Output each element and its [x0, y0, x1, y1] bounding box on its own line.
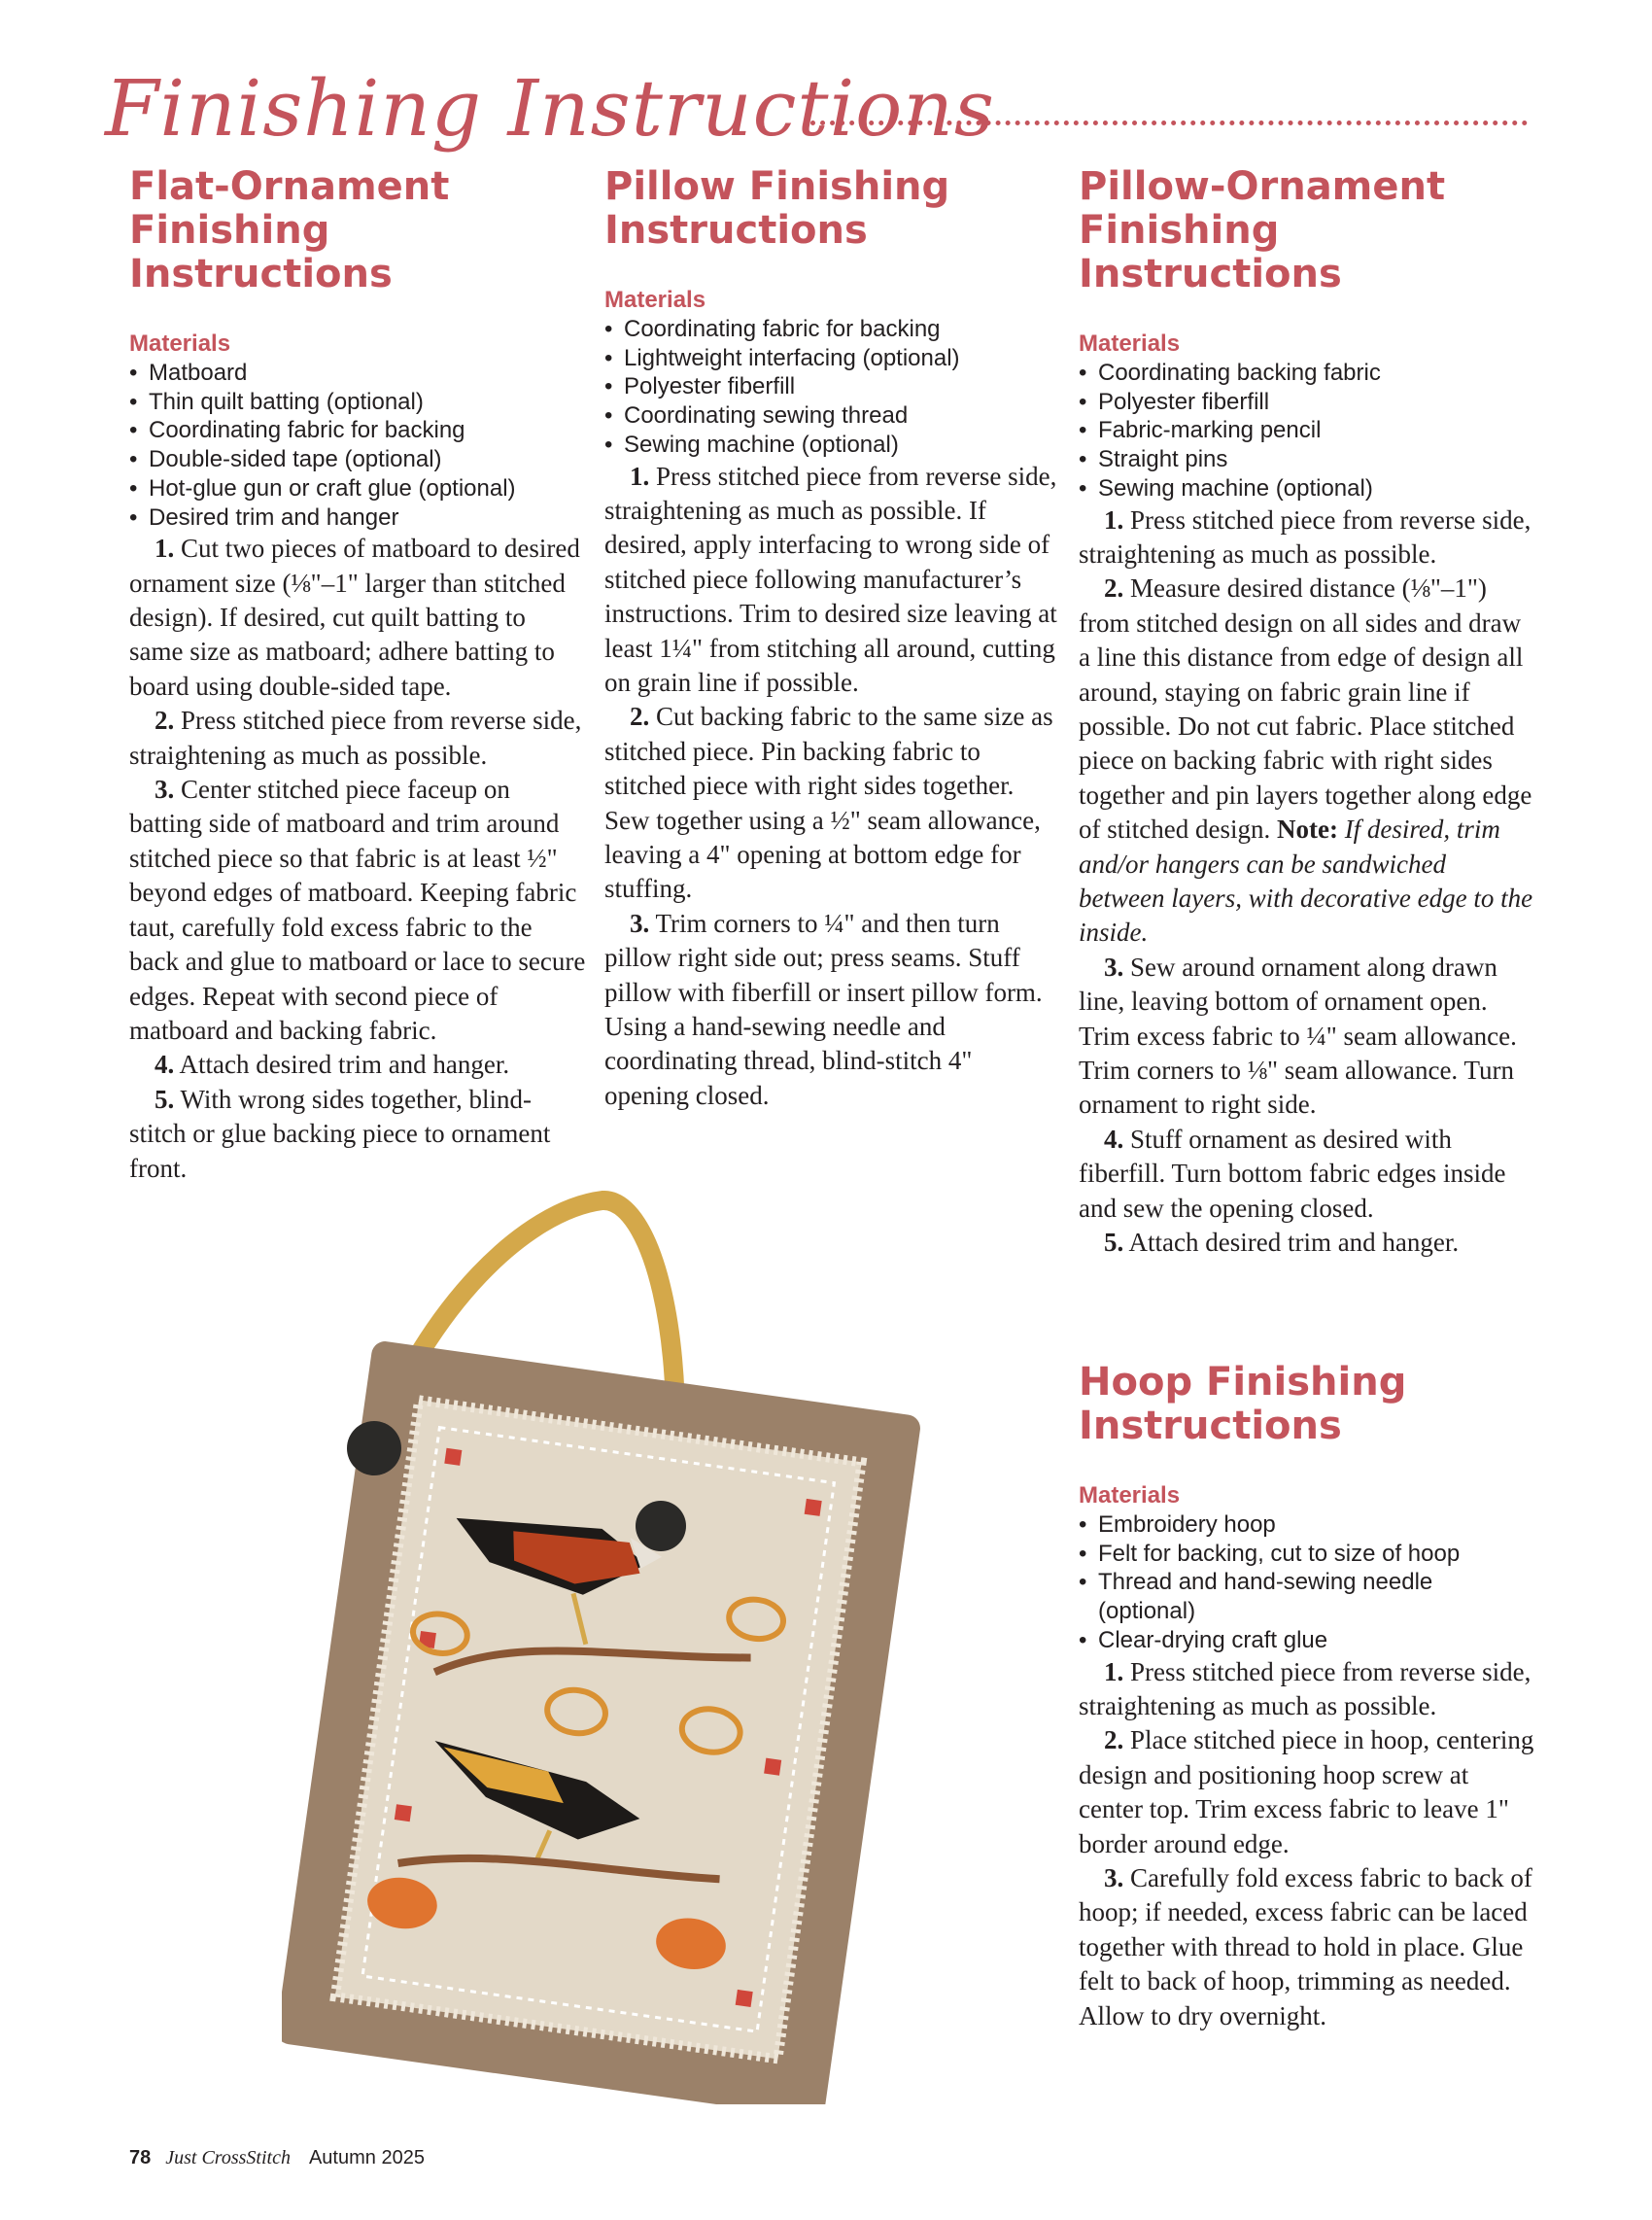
pillow-ornament-section [1079, 165, 1535, 1260]
material-item: • Coordinating backing fabric [1079, 359, 1535, 388]
flat-ornament-heading: Flat-Ornament Finishing Instructions [129, 164, 450, 296]
step-text: Center stitched piece faceup on batting side of matboard and trim around stitched piece so that fabric is at least ½" beyond edges of matboard. Keeping fabric taut, carefully fold excess fabric to the back and glue to matboard or lace to secure edges. Repeat with second piece of matboard and backing fabric. [129, 775, 586, 1045]
step-text: Attach desired trim and hanger. [179, 1050, 510, 1080]
step-number: 1. [1104, 504, 1124, 535]
materials-label: Materials [1079, 330, 1181, 357]
step-number: 4. [1104, 1124, 1124, 1154]
material-item: • Straight pins [1079, 445, 1535, 474]
materials-label: Materials [129, 330, 231, 357]
material-item: • Matboard [129, 359, 586, 388]
step-text: Sew around ornament along drawn line, leaving bottom of ornament open. Trim excess fabric to ¼" seam allowance. Trim corners to ⅛" seam allowance. Turn ornament to right side. [1079, 952, 1517, 1120]
instruction-step [1079, 503, 1535, 572]
step-text: Trim corners to ¼" and then turn pillow right side out; press seams. Stuff pillow with fiberfill or insert pillow form. Using a hand-sewing needle and coordinating thread, blind-stitch 4" opening closed. [604, 908, 1043, 1110]
instruction-step [1079, 951, 1535, 1123]
material-item: • Sewing machine (optional) [1079, 474, 1535, 503]
step-number: 5. [155, 1084, 175, 1114]
material-item: • Polyester fiberfill [1079, 388, 1535, 417]
instruction-step [1079, 572, 1535, 950]
step-text: Attach desired trim and hanger. [1128, 1228, 1460, 1258]
step-number: 5. [1104, 1228, 1124, 1258]
step-text: Press stitched piece from reverse side, straightening as much as possible. [129, 706, 582, 770]
step-text: Carefully fold excess fabric to back of hoop; if needed, excess fabric can be laced together with thread to hold in place. Glue felt to back of hoop, trimming as needed. Allow to dry overnight. [1079, 1862, 1532, 2030]
pillow-ornament-heading: Pillow-Ornament Finishing Instructions [1079, 164, 1446, 296]
material-item: • Embroidery hoop [1079, 1510, 1535, 1540]
magazine-name: Just CrossStitch [165, 2147, 291, 2168]
flat-ornament-section [129, 165, 586, 1186]
title-dotted-rule [810, 121, 1528, 125]
instruction-step [604, 460, 1061, 701]
step-number: 3. [630, 908, 650, 938]
cross-stitch-ornament-photo [282, 1191, 923, 2104]
note-text: If desired, trim and/or hangers can be sandwiched between layers, with decorative edge to the inside. [1079, 815, 1533, 948]
materials-label: Materials [604, 287, 706, 313]
material-item: • Double-sided tape (optional) [129, 445, 586, 474]
step-number: 3. [1104, 1862, 1124, 1892]
material-item: • Coordinating fabric for backing [129, 416, 586, 445]
material-item: • Thin quilt batting (optional) [129, 388, 586, 417]
step-text: Press stitched piece from reverse side, straightening as much as possible. If desired, apply interfacing to wrong side of stitched piece following manufacturer’s instructions. Trim to desired size leaving at least 1¼" from stitching all around, cutting on grain line if possible. [604, 461, 1057, 697]
step-number: 2. [1104, 1725, 1124, 1755]
button-left [347, 1421, 401, 1475]
material-item: • Polyester fiberfill [604, 372, 1061, 401]
step-number: 3. [1104, 952, 1124, 982]
step-text: Cut backing fabric to the same size as stitched piece. Pin backing fabric to stitched piece with right sides together. Sew together using a ½" seam allowance, leaving a 4" opening at bottom edge for stuffing. [604, 702, 1053, 904]
step-number: 1. [630, 461, 650, 491]
step-number: 2. [1104, 573, 1124, 604]
material-item: • Hot-glue gun or craft glue (optional) [129, 474, 586, 503]
step-number: 2. [155, 706, 175, 736]
step-number: 1. [1104, 1656, 1124, 1686]
step-number: 2. [630, 702, 650, 732]
hoop-heading: Hoop Finishing Instructions [1079, 1360, 1407, 1448]
materials-list [129, 359, 586, 532]
instruction-step [604, 700, 1061, 906]
material-item: • Desired trim and hanger [129, 503, 586, 533]
materials-list [1079, 359, 1535, 503]
material-item: • Thread and hand-sewing needle (optional) [1079, 1568, 1535, 1625]
materials-label: Materials [1079, 1482, 1181, 1509]
step-number: 4. [155, 1050, 175, 1080]
pillow-heading: Pillow Finishing Instructions [604, 164, 950, 253]
instruction-step [129, 532, 586, 704]
button-right [636, 1501, 686, 1551]
step-text: Press stitched piece from reverse side, straightening as much as possible. [1079, 1656, 1532, 1720]
material-item: • Felt for backing, cut to size of hoop [1079, 1540, 1535, 1569]
page-footer [129, 2146, 425, 2169]
step-number: 3. [155, 775, 175, 805]
instruction-step [129, 773, 586, 1048]
page-number: 78 [129, 2147, 152, 2168]
pillow-section [604, 165, 1061, 1113]
materials-list [604, 315, 1061, 460]
material-item: • Clear-drying craft glue [1079, 1626, 1535, 1655]
material-item: • Lightweight interfacing (optional) [604, 344, 1061, 373]
instruction-step [1079, 1123, 1535, 1226]
issue-date: Autumn 2025 [308, 2147, 425, 2168]
instruction-step [129, 1083, 586, 1186]
material-item: • Fabric-marking pencil [1079, 416, 1535, 445]
step-text: Stuff ornament as desired with fiberfill. Turn bottom fabric edges inside and sew the opening closed. [1079, 1124, 1506, 1223]
page-title: Finishing Instructions [105, 63, 995, 154]
step-text: Cut two pieces of matboard to desired ornament size (⅛"–1" larger than stitched design). If desired, cut quilt batting to same size as matboard; adhere batting to board using double-sided tape. [129, 534, 580, 701]
material-item: • Coordinating fabric for backing [604, 315, 1061, 344]
instruction-step [1079, 1861, 1535, 2033]
instruction-step [604, 907, 1061, 1113]
step-text: With wrong sides together, blind-stitch or glue backing piece to ornament front. [129, 1084, 551, 1183]
step-text: Press stitched piece from reverse side, straightening as much as possible. [1079, 504, 1532, 569]
instruction-step [1079, 1723, 1535, 1861]
materials-list [1079, 1510, 1535, 1655]
step-text: Place stitched piece in hoop, centering design and positioning hoop screw at center top. Trim excess fabric to leave 1" border around edge. [1079, 1725, 1534, 1858]
step-text: Measure desired distance (⅛"–1") from stitched design on all sides and draw a line this distance from edge of design all around, staying on fabric grain line if possible. Do not cut fabric. Place stitched piece on backing fabric with right sides together and pin layers together along edge of stitched design. [1079, 573, 1532, 845]
instruction-step [129, 704, 586, 773]
instruction-step [1079, 1226, 1535, 1260]
hoop-section [1079, 1361, 1535, 2033]
instruction-step [129, 1048, 586, 1082]
material-item: • Coordinating sewing thread [604, 401, 1061, 431]
step-number: 1. [155, 534, 175, 564]
material-item: • Sewing machine (optional) [604, 431, 1061, 460]
note-label: Note: [1276, 815, 1338, 845]
instruction-step [1079, 1655, 1535, 1724]
